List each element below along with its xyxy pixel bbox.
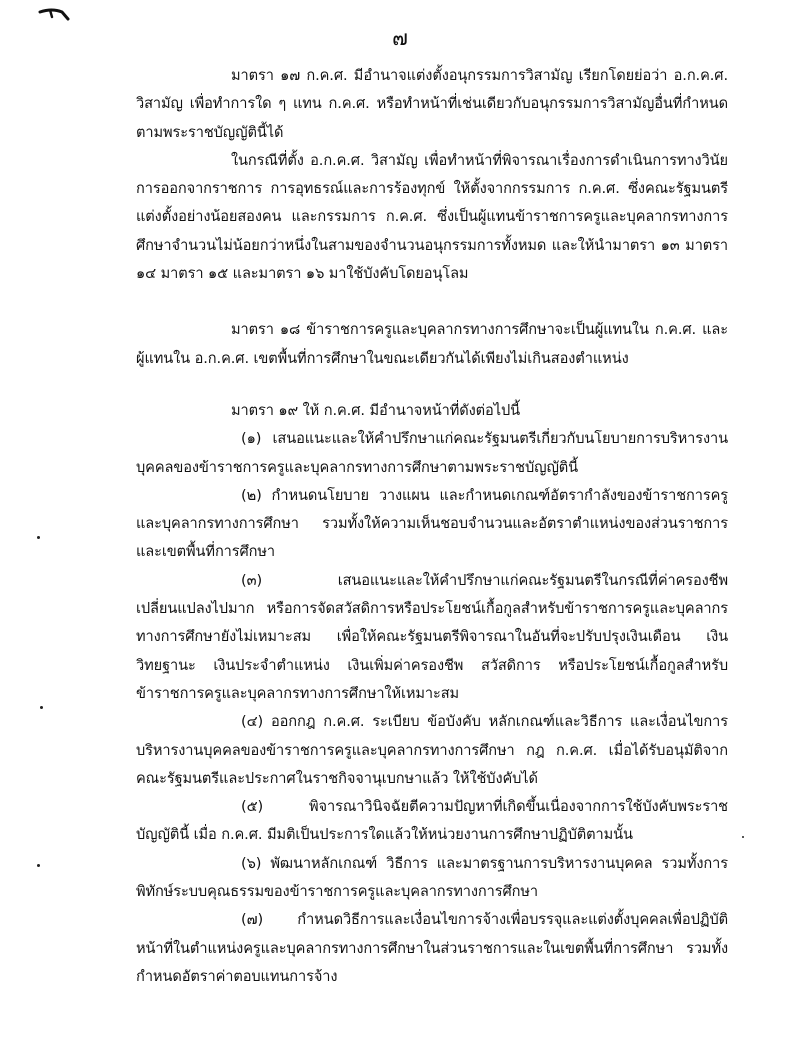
section-19-item-5: (๕) พิจารณาวินิจฉัยตีความปัญหาที่เกิดขึ้นเนื่องจากการใช้บังคับพระราชบัญญัตินี้ เมื่อ ก.ค.ศ. มีมติเป็นประการใดแล้วให้หน่วยงานการศึกษาปฏิบัติตามนั้น: [136, 798, 728, 844]
page-number: ๗: [392, 26, 408, 50]
scan-speck: [40, 706, 43, 709]
scan-speck: [37, 536, 40, 539]
section-19-item-2: (๒) กำหนดนโยบาย วางแผน และกำหนดเกณฑ์อัตรากำลังของข้าราชการครูและบุคลากรทางการศึกษา รวมทั้งให้ความเห็นชอบจำนวนและอัตราตำแหน่งของส่วนราชการและเขตพื้นที่การศึกษา: [136, 486, 728, 561]
section-19-item-6: (๖) พัฒนาหลักเกณฑ์ วิธีการ และมาตรฐานการบริหารงานบุคคล รวมทั้งการพิทักษ์ระบบคุณธรรมของข้าราชการครูและบุคลากรทางการศึกษา: [136, 854, 728, 901]
section-17-paragraph-2: ในกรณีที่ตั้ง อ.ก.ค.ศ. วิสามัญ เพื่อทำหน้าที่พิจารณาเรื่องการดำเนินการทางวินัย การออกจากราชการ การอุทธรณ์และการร้องทุกข์ ให้ตั้งจากกรรมการ ก.ค.ศ. ซึ่งคณะรัฐมนตรีแต่งตั้งอย่างน้อยสองคน และกรรมการ ก.ค.ศ. ซึ่งเป็นผู้แทนข้าราชการครูและบุคลากรทางการศึกษาจำนวนไม่น้อยกว่าหนึ่งในสามของจำนวนอนุกรรมการทั้งหมด และให้นำมาตรา ๑๓ มาตรา ๑๔ มาตรา ๑๕ และมาตรา ๑๖ มาใช้บังคับโดยอนุโลม: [136, 151, 728, 283]
section-19-item-3: (๓) เสนอแนะและให้คำปรึกษาแก่คณะรัฐมนตรีในกรณีที่ค่าครองชีพเปลี่ยนแปลงไปมาก หรือการจัดสวัสดิการหรือประโยชน์เกื้อกูลสำหรับข้าราชการครูและบุคลากรทางการศึกษายังไม่เหมาะสม เพื่อให้คณะรัฐมนตรีพิจารณาในอันที่จะปรับปรุงเงินเดือน เงินวิทยฐานะ เงินประจำตำแหน่ง เงินเพิ่มค่าครองชีพ สวัสดิการ หรือประโยชน์เกื้อกูลสำหรับข้าราชการครูและบุคลากรทางการศึกษาให้เหมาะสม: [136, 571, 728, 702]
section-19-intro: มาตรา ๑๙ ให้ ก.ค.ศ. มีอำนาจหน้าที่ดังต่อไปนี้: [231, 401, 520, 419]
section-19-item-1: (๑) เสนอแนะและให้คำปรึกษาแก่คณะรัฐมนตรีเกี่ยวกับนโยบายการบริหารงานบุคคลของข้าราชการครูและบุคลากรทางการศึกษาตามพระราชบัญญัตินี้: [136, 430, 728, 476]
section-17-paragraph-1: มาตรา ๑๗ ก.ค.ศ. มีอำนาจแต่งตั้งอนุกรรมการวิสามัญ เรียกโดยย่อว่า อ.ก.ค.ศ. วิสามัญ เพื่อทำการใด ๆ แทน ก.ค.ศ. หรือทำหน้าที่เช่นเดียวกับอนุกรรมการวิสามัญอื่นที่กำหนดตามพระราชบัญญัตินี้ได้: [136, 67, 728, 141]
section-18-paragraph: มาตรา ๑๘ ข้าราชการครูและบุคลากรทางการศึกษาจะเป็นผู้แทนใน ก.ค.ศ. และผู้แทนใน อ.ก.ค.ศ. เขตพื้นที่การศึกษาในขณะเดียวกันได้เพียงไม่เกินสองตำแหน่ง: [136, 321, 728, 367]
document-body: [136, 62, 728, 991]
scan-speck: [742, 836, 744, 838]
scan-speck: [37, 864, 40, 867]
section-19-item-7: (๗) กำหนดวิธีการและเงื่อนไขการจ้างเพื่อบรรจุและแต่งตั้งบุคคลเพื่อปฏิบัติหน้าที่ในตำแหน่งครูและบุคลากรทางการศึกษาในส่วนราชการและในเขตพื้นที่การศึกษา รวมทั้งกำหนดอัตราค่าตอบแทนการจ้าง: [136, 911, 728, 985]
section-19-item-4: (๔) ออกกฎ ก.ค.ศ. ระเบียบ ข้อบังคับ หลักเกณฑ์และวิธีการ และเงื่อนไขการบริหารงานบุคคลของข้าราชการครูและบุคลากรทางการศึกษา กฎ ก.ค.ศ. เมื่อได้รับอนุมัติจากคณะรัฐมนตรีและประกาศในราชกิจจานุเบกษาแล้ว ให้ใช้บังคับได้: [136, 713, 728, 787]
